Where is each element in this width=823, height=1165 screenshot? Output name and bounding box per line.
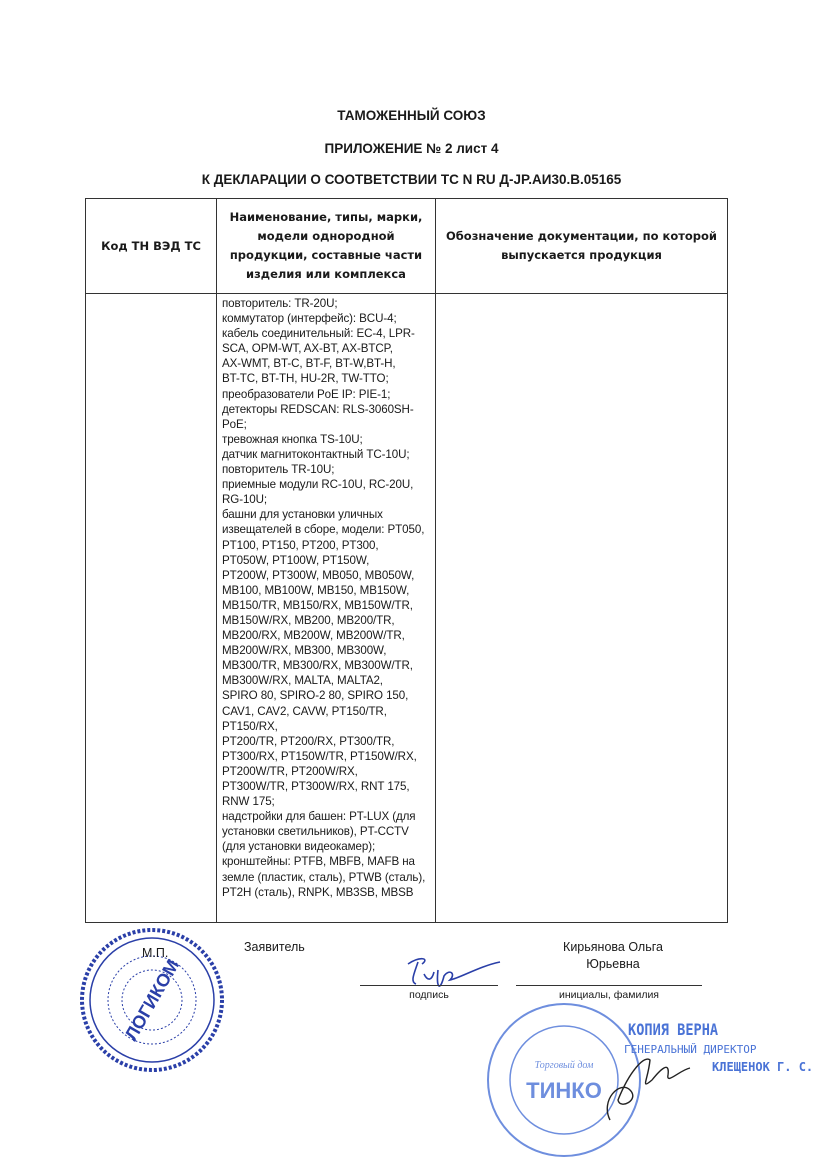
product-line: AX-WMT, BT-C, BT-F, BT-W,BT-H, [222,357,396,371]
column-header-code: Код ТН ВЭД ТС [86,199,217,294]
product-line: MB150W/RX, MB200, MB200/TR, [222,613,395,627]
header-union: ТАМОЖЕННЫЙ СОЮЗ [337,108,486,123]
product-line: PT2H (сталь), RNPK, MB3SB, MBSB [222,885,414,899]
product-line: MB300W/RX, MALTA, MALTA2, [222,674,383,688]
copy-stamp-line2: ГЕНЕРАЛЬНЫЙ ДИРЕКТОР [624,1043,757,1056]
cell-code [86,294,217,923]
product-line: коммутатор (интерфейс): BCU-4; [222,312,397,326]
svg-text:ЛОГИКОМ: ЛОГИКОМ [120,956,184,1044]
product-line: PoE; [222,417,247,431]
product-line: извещателей в сборе, модели: PT050, [222,523,425,537]
copy-stamp-line3: КЛЕЩЕНОК Г. С. [712,1060,814,1074]
product-line: PT150/RX, [222,719,278,733]
product-line: повторитель: TR-20U; [222,297,338,310]
copy-stamp-line1: КОПИЯ ВЕРНА [628,1020,719,1039]
product-line: преобразователи PoE IP: PIE-1; [222,387,391,401]
signature-line [360,985,498,986]
product-line: PT100, PT150, PT200, PT300, [222,538,379,552]
product-line: MB150/TR, MB150/RX, MB150W/TR, [222,598,413,612]
product-line: MB300/TR, MB300/RX, MB300W/TR, [222,659,413,673]
header-appendix: ПРИЛОЖЕНИЕ № 2 лист 4 [324,141,499,156]
product-line: земле (пластик, сталь), PTWB (сталь), [222,870,426,884]
product-line: башни для установки уличных [222,508,383,522]
product-line: детекторы REDSCAN: RLS-3060SH- [222,402,414,416]
product-line: RG-10U; [222,493,268,507]
product-line: (для установки видеокамер); [222,840,376,854]
product-line: BT-TC, BT-TH, HU-2R, TW-TTO; [222,372,389,386]
product-line: повторитель TR-10U; [222,463,335,477]
product-line: тревожная кнопка TS-10U; [222,432,363,446]
product-line: PT300/RX, PT150W/TR, PT150W/RX, [222,749,417,763]
svg-text:ТИНКО: ТИНКО [526,1078,602,1103]
initials-caption: инициалы, фамилия [559,989,659,1001]
applicant-name-line1: Кирьянова Ольга [563,940,663,954]
product-line: кронштейны: PTFB, MBFB, MAFB на [222,855,415,869]
column-header-documentation: Обозначение документации, по которой выпускается продукция [436,199,728,294]
cell-products [217,294,436,923]
initials-line [516,985,702,986]
product-line: приемные модули RC-10U, RC-20U, [222,478,414,492]
declaration-table [85,198,728,923]
seal-place-label: М.П. [142,946,169,960]
svg-text:Торговый дом: Торговый дом [534,1060,594,1071]
handwritten-signature-applicant [400,952,505,992]
product-line: PT300W/TR, PT300W/RX, RNT 175, [222,780,410,793]
product-line: SCA, OPM-WT, AX-BT, AX-BTCP, [222,342,393,356]
applicant-name-line2: Юрьевна [586,957,640,971]
product-line: CAV1, CAV2, CAVW, PT150/TR, [222,704,387,718]
product-line: MB200/RX, MB200W, MB200W/TR, [222,629,405,643]
product-line: MB200W/RX, MB300, MB300W, [222,644,387,658]
column-header-products: Наименование, типы, марки, модели однородной продукции, составные части изделия или комплекса [217,199,436,294]
signature-caption: подпись [409,989,449,1001]
table-header-row [86,199,728,294]
product-line: MB100, MB100W, MB150, MB150W, [222,583,410,597]
product-line: установки светильников), PT-CCTV [222,825,409,839]
handwritten-signature-director [590,1040,700,1130]
product-line: PT050W, PT100W, PT150W, [222,553,370,567]
product-line: кабель соединительный: EC-4, LPR- [222,327,415,341]
product-line: надстройки для башен: PT-LUX (для [222,810,416,824]
products-list [217,294,435,900]
product-line: SPIRO 80, SPIRO-2 80, SPIRO 150, [222,689,409,703]
product-line: PT200/TR, PT200/RX, PT300/TR, [222,734,395,748]
cell-documentation [436,294,728,923]
product-line: датчик магнитоконтактный TC-10U; [222,447,410,461]
header-declaration: К ДЕКЛАРАЦИИ О СООТВЕТСТВИИ ТС N RU Д-JP.АИ30.В.05165 [201,172,622,187]
product-line: PT200W/TR, PT200W/RX, [222,764,358,778]
table-row [86,294,728,923]
product-line: PT200W, PT300W, MB050, MB050W, [222,568,415,582]
applicant-label: Заявитель [244,940,305,954]
product-line: RNW 175; [222,795,275,809]
